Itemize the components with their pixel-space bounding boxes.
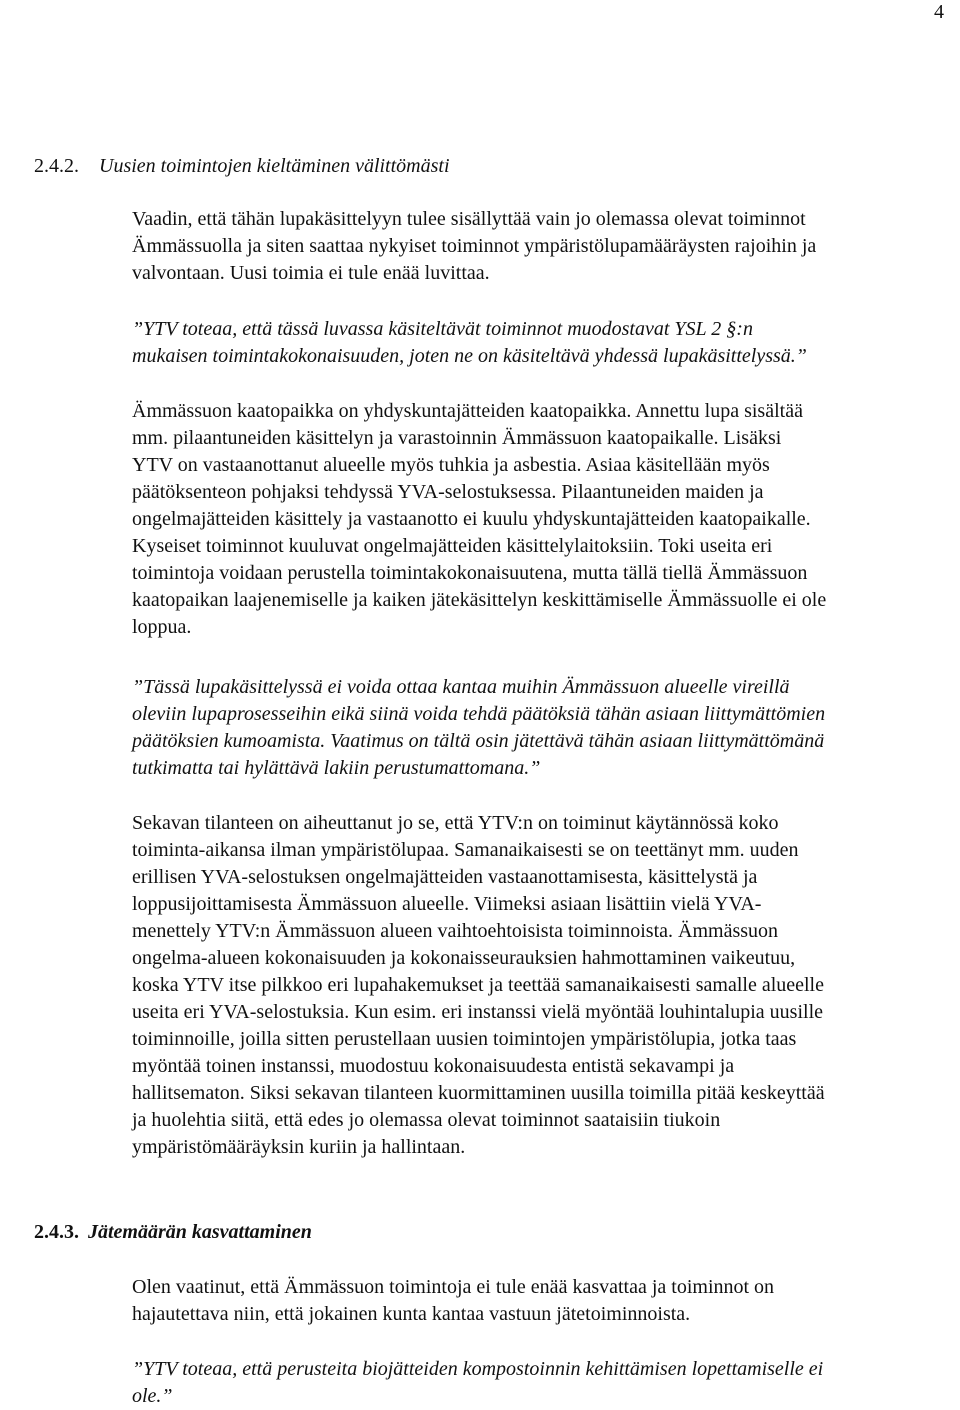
text-line: hajautettava niin, että jokainen kunta kantaa vastuun jätetoiminnoista. <box>132 1303 691 1325</box>
quote-ytv-response-1 <box>132 316 952 370</box>
text-line: loppua. <box>132 616 192 638</box>
section-title: Uusien toimintojen kieltäminen välittömästi <box>99 155 450 177</box>
text-line: mm. pilaantuneiden käsittelyn ja varastoinnin Ämmässuon kaatopaikalle. Lisäksi <box>132 427 782 449</box>
text-line: erillisen YVA-selostuksen ongelmajätteiden vastaanottamisesta, käsittelystä ja <box>132 866 758 888</box>
text-line: päätöksien kumoamista. Vaatimus on tältä osin jätettävä tähän asiaan liittymättömänä <box>132 730 825 752</box>
paragraph-confusing-situation <box>132 810 952 1161</box>
page-number: 4 <box>934 1 944 23</box>
text-line: ”YTV toteaa, että perusteita biojätteiden kompostoinnin kehittämisen lopettamiselle ei <box>132 1358 824 1380</box>
text-line: ”YTV toteaa, että tässä luvassa käsiteltävät toiminnot muodostavat YSL 2 §:n <box>132 318 753 340</box>
text-line: ongelmajätteiden käsittely ja vastaanotto ei kuulu yhdyskuntajätteiden kaatopaikalle. <box>132 508 811 530</box>
text-line: myöntää toinen instanssi, muodostuu kokonaisuudesta entistä sekavampi ja <box>132 1055 735 1077</box>
text-line: ”Tässä lupakäsittelyssä ei voida ottaa kantaa muihin Ämmässuon alueelle vireillä <box>132 676 790 698</box>
quote-ytv-response-2 <box>132 674 952 782</box>
text-line: toiminta-aikansa ilman ympäristölupaa. Samanaikaisesti se on teettänyt mm. uuden <box>132 839 799 861</box>
section-number: 2.4.2. <box>34 155 79 177</box>
text-line: ongelma-alueen kokonaisuuden ja kokonaisseurauksien hahmottaminen vaikeutuu, <box>132 947 796 969</box>
paragraph-demand-existing-only <box>132 206 952 287</box>
text-line: koska YTV itse pilkkoo eri lupahakemukset ja teettää samanaikaisesti samalle alueelle <box>132 974 824 996</box>
text-line: hallitsematon. Siksi sekavan tilanteen kuormittaminen uusilla toimilla pitää keskeyttää <box>132 1082 825 1104</box>
text-line: Sekavan tilanteen on aiheuttanut jo se, että YTV:n on toiminut käytännössä koko <box>132 812 779 834</box>
text-line: Olen vaatinut, että Ämmässuon toimintoja ei tule enää kasvattaa ja toiminnot on <box>132 1276 775 1298</box>
text-line: oleviin lupaprosesseihin eikä siinä voida tehdä päätöksiä tähän asiaan liittymättömien <box>132 703 826 725</box>
text-line: tutkimatta tai hylättävä lakiin perustumattomana.” <box>132 757 541 779</box>
text-line: Ämmässuolla ja siten saattaa nykyiset toiminnot ympäristölupamääräysten rajoihin ja <box>132 235 817 257</box>
text-line: loppusijoittamisesta Ämmässuon alueelle. Viimeksi asiaan lisättiin vielä YVA- <box>132 893 762 915</box>
paragraph-landfill-description <box>132 398 952 641</box>
paragraph-waste-growth-demand <box>132 1274 952 1328</box>
text-line: useita eri YVA-selostuksia. Kun esim. eri instanssi vielä myöntää louhintalupia uusille <box>132 1001 823 1023</box>
quote-ytv-response-3 <box>132 1356 952 1410</box>
text-line: Vaadin, että tähän lupakäsittelyyn tulee sisällyttää vain jo olemassa olevat toiminnot <box>132 208 806 230</box>
section-number: 2.4.3. <box>34 1221 79 1243</box>
text-line: Ämmässuon kaatopaikka on yhdyskuntajätteiden kaatopaikka. Annettu lupa sisältää <box>132 400 803 422</box>
text-line: menettely YTV:n Ämmässuon alueen vaihtoehtoisista toiminnoista. Ämmässuon <box>132 920 779 942</box>
text-line: mukaisen toimintakokonaisuuden, joten ne on käsiteltävä yhdessä lupakäsittelyssä.” <box>132 345 807 367</box>
text-line: päätöksenteon pohjaksi tehdyssä YVA-selostuksessa. Pilaantuneiden maiden ja <box>132 481 764 503</box>
text-line: Kyseiset toiminnot kuuluvat ongelmajätteiden käsittelylaitoksiin. Toki useita eri <box>132 535 773 557</box>
text-line: valvontaan. Uusi toimia ei tule enää luvittaa. <box>132 262 490 284</box>
text-line: ole.” <box>132 1385 173 1407</box>
text-line: YTV on vastaanottanut alueelle myös tuhkia ja asbestia. Asiaa käsitellään myös <box>132 454 770 476</box>
section-title: Jätemäärän kasvattaminen <box>88 1221 312 1243</box>
text-line: toimintoja voidaan perustella toimintakokonaisuutena, mutta tällä tiellä Ämmässuon <box>132 562 808 584</box>
text-line: ympäristömääräyksin kuriin ja hallintaan. <box>132 1136 466 1158</box>
text-line: toiminnoille, joilla sitten perustellaan uusien toimintojen ympäristölupia, jotka taas <box>132 1028 797 1050</box>
text-line: kaatopaikan laajenemiselle ja kaiken jätekäsittelyn keskittämiselle Ämmässuolle ei ole <box>132 589 827 611</box>
text-line: ja huolehtia siitä, että edes jo olemassa olevat toiminnot saataisiin tiukoin <box>132 1109 721 1131</box>
